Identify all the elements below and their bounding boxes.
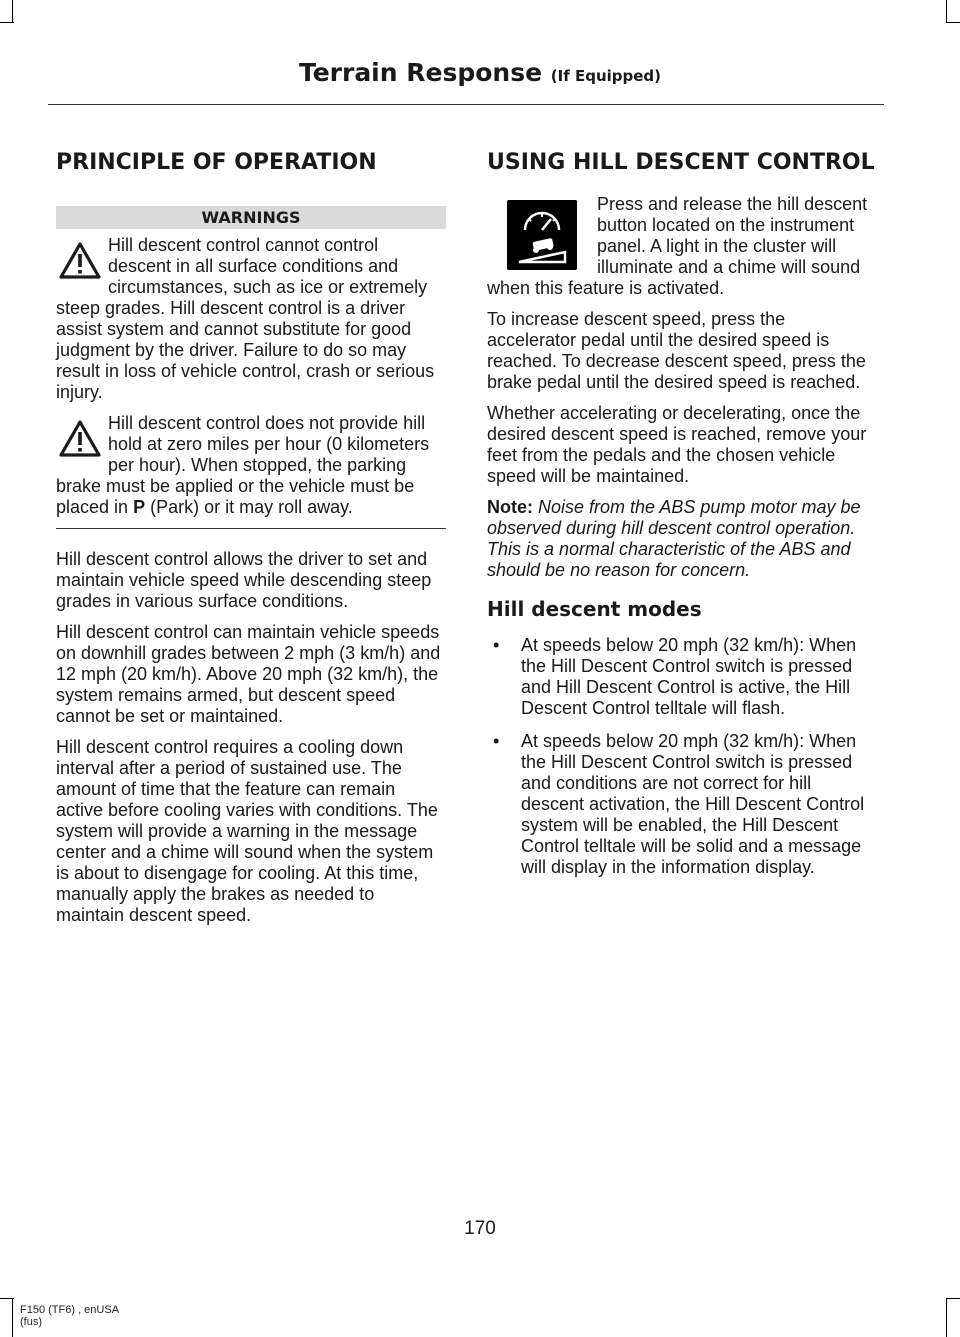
crop-mark	[946, 1298, 947, 1337]
warning-triangle-icon	[58, 241, 102, 281]
left-column	[56, 130, 446, 936]
footer-info	[20, 1304, 119, 1328]
paragraph: Hill descent control requires a cooling down interval after a period of sustained use. The amount of time that the feature can remain active before cooling varies with conditions. The system will provide a warning in the message center and a chime will sound when the system is about to disengage for cooling. At this time, manually apply the brakes as needed to maintain descent speed.	[56, 737, 438, 925]
list-item: • At speeds below 20 mph (32 km/h): When the Hill Descent Control switch is pressed and Hill Descent Control is active, the Hill Descent Control telltale will flash.	[493, 635, 857, 718]
paragraph: Whether accelerating or decelerating, once the desired descent speed is reached, remove your feet from the pedals and the chosen vehicle speed will be maintained.	[487, 403, 867, 486]
crop-mark	[946, 22, 960, 23]
warning-item	[56, 235, 446, 403]
hill-descent-control-icon	[507, 200, 577, 270]
section-title-using-hdc: USING HILL DESCENT CONTROL	[487, 150, 875, 175]
warning-item	[56, 413, 446, 518]
crop-mark	[0, 22, 14, 23]
crop-mark	[12, 0, 13, 22]
header-subtitle: (If Equipped)	[550, 67, 662, 85]
subsection-title-modes: Hill descent modes	[487, 597, 702, 621]
section-title-principle: PRINCIPLE OF OPERATION	[56, 150, 377, 175]
crop-mark	[946, 1298, 960, 1299]
footer-region: (fus)	[20, 1316, 42, 1328]
warnings-divider	[56, 528, 446, 529]
paragraph: Press and release the hill descent button located on the instrument panel. A light in the cluster will illuminate and a chime will sound when this feature is activated.	[487, 194, 868, 298]
crop-mark	[0, 1298, 14, 1299]
warning-triangle-icon	[58, 419, 102, 459]
header-divider	[48, 104, 884, 105]
modes-list	[487, 635, 879, 878]
crop-mark	[946, 0, 947, 22]
page-header	[0, 58, 960, 87]
paragraph: Hill descent control allows the driver to set and maintain vehicle speed while descending steep grades in various surface conditions.	[56, 549, 432, 611]
intro-block	[487, 194, 879, 299]
crop-mark	[12, 1298, 13, 1337]
warning-text: Hill descent control cannot control descent in all surface conditions and circumstances, such as ice or extremely steep grades. Hill descent control is a driver assist system and cannot substitute for good judgment by the driver. Failure to do so may result in loss of vehicle control, crash or serious injury.	[56, 235, 435, 402]
note-text: Noise from the ABS pump motor may be observed during hill descent control operation. This is a normal characteristic of the ABS and should be no reason for concern.	[487, 497, 861, 580]
page-number: 170	[464, 1218, 496, 1239]
warnings-heading: WARNINGS	[56, 206, 446, 229]
footer-model: F150 (TF6) , enUSA	[20, 1304, 120, 1316]
note-paragraph	[487, 497, 879, 581]
note-label: Note:	[487, 497, 533, 517]
list-item: • At speeds below 20 mph (32 km/h): When the Hill Descent Control switch is pressed and conditions are not correct for hill descent activation, the Hill Descent Control system will be enabled, the Hill Descent Control telltale will be solid and a message will display in the information display.	[493, 731, 865, 877]
right-column	[487, 130, 879, 890]
paragraph: Hill descent control can maintain vehicle speeds on downhill grades between 2 mph (3 km/h) and 12 mph (20 km/h). Above 20 mph (32 km/h), the system remains armed, but descent speed cannot be set or maintained.	[56, 622, 441, 726]
warning-text: Hill descent control does not provide hill hold at zero miles per hour (0 kilometers per hour). When stopped, the parking brake must be applied or the vehicle must be placed in P (Park) or it may roll away.	[56, 413, 430, 517]
header-title: Terrain Response	[298, 58, 543, 87]
paragraph: To increase descent speed, press the accelerator pedal until the desired speed is reached. To decrease descent speed, press the brake pedal until the desired speed is reached.	[487, 309, 866, 392]
park-gear-label: P	[133, 497, 146, 517]
